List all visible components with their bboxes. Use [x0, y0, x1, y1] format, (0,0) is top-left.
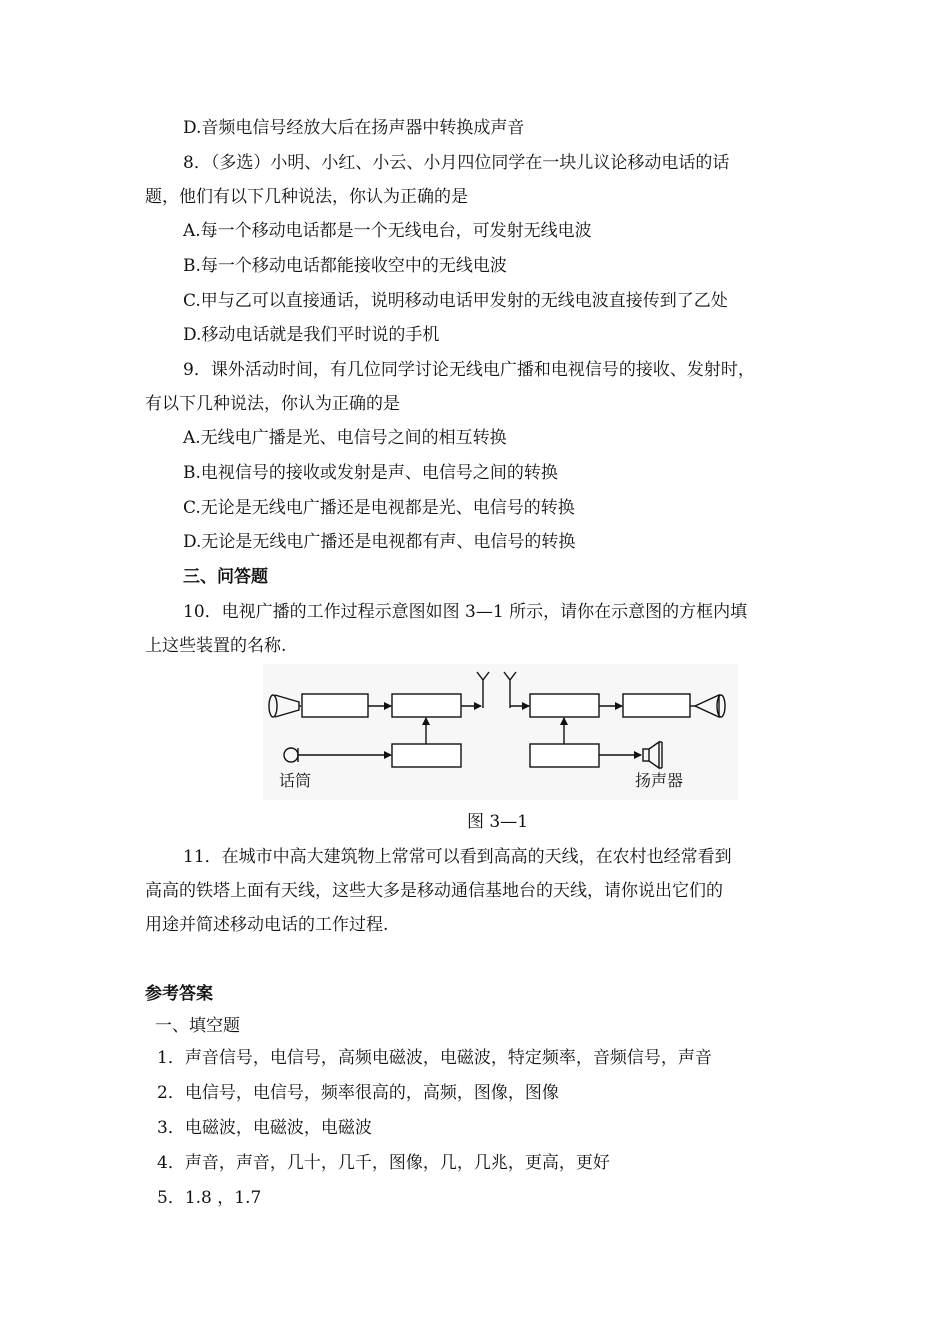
diagram-canvas: [263, 664, 738, 800]
figure-caption: 图 3—1: [467, 812, 529, 832]
q8-stem-line1: 8．（多选）小明、小红、小云、小月四位同学在一块儿议论移动电话的话: [183, 153, 730, 173]
q8-stem-line2: 题，他们有以下几种说法，你认为正确的是: [145, 187, 468, 207]
answer-item-5: 5．1.8 ，1.7: [157, 1188, 262, 1208]
answer-item-4: 4．声音，声音，几十，几千，图像，几，几兆，更高，更好: [157, 1153, 610, 1173]
q9-stem-line2: 有以下几种说法，你认为正确的是: [145, 394, 400, 414]
box-microphone-converter[interactable]: [392, 744, 461, 767]
q9-stem-line1: 9．课外活动时间，有几位同学讨论无线电广播和电视信号的接收、发射时，: [183, 360, 755, 380]
q11-line3: 用途并简述移动电话的工作过程.: [145, 915, 389, 935]
q11-line2: 高高的铁塔上面有天线，这些大多是移动通信基地台的天线，请你说出它们的: [145, 881, 723, 901]
box-display-converter[interactable]: [623, 694, 690, 717]
q8-option-b: B.每一个移动电话都能接收空中的无线电波: [183, 256, 507, 276]
q10-stem-line1: 10．电视广播的工作过程示意图如图 3—1 所示，请你在示意图的方框内填: [183, 602, 748, 622]
box-audio-amplifier[interactable]: [530, 744, 599, 767]
q9-option-c: C.无论是无线电广播还是电视都是光、电信号的转换: [183, 498, 575, 518]
answer-item-2: 2．电信号，电信号，频率很高的，高频，图像，图像: [157, 1083, 559, 1103]
answers-heading: 参考答案: [145, 984, 213, 1004]
q9-option-b: B.电视信号的接收或发射是声、电信号之间的转换: [183, 463, 558, 483]
answer-item-1: 1．声音信号，电信号，高频电磁波，电磁波，特定频率，音频信号，声音: [157, 1048, 712, 1068]
q9-option-d: D.无论是无线电广播还是电视都有声、电信号的转换: [183, 532, 576, 552]
answer-item-3: 3．电磁波，电磁波，电磁波: [157, 1118, 372, 1138]
q8-option-d: D.移动电话就是我们平时说的手机: [183, 325, 440, 345]
section3-heading: 三、问答题: [183, 567, 268, 587]
q11-line1: 11．在城市中高大建筑物上常常可以看到高高的天线，在农村也经常看到: [183, 847, 732, 867]
q10-stem-line2: 上这些装置的名称.: [145, 636, 287, 656]
box-receiver[interactable]: [530, 694, 599, 717]
label-speaker: 扬声器: [635, 771, 684, 790]
answers-subheading: 一、填空题: [155, 1016, 240, 1036]
q8-option-a: A.每一个移动电话都是一个无线电台，可发射无线电波: [183, 221, 592, 241]
q8-option-c: C.甲与乙可以直接通话，说明移动电话甲发射的无线电波直接传到了乙处: [183, 291, 728, 311]
label-microphone: 话筒: [279, 771, 312, 790]
box-camera-converter[interactable]: [302, 694, 368, 717]
q9-option-a: A.无线电广播是光、电信号之间的相互转换: [183, 428, 507, 448]
box-transmitter[interactable]: [392, 694, 461, 717]
q7-option-d: D.音频电信号经放大后在扬声器中转换成声音: [183, 118, 525, 138]
tv-broadcast-diagram: [263, 664, 738, 800]
